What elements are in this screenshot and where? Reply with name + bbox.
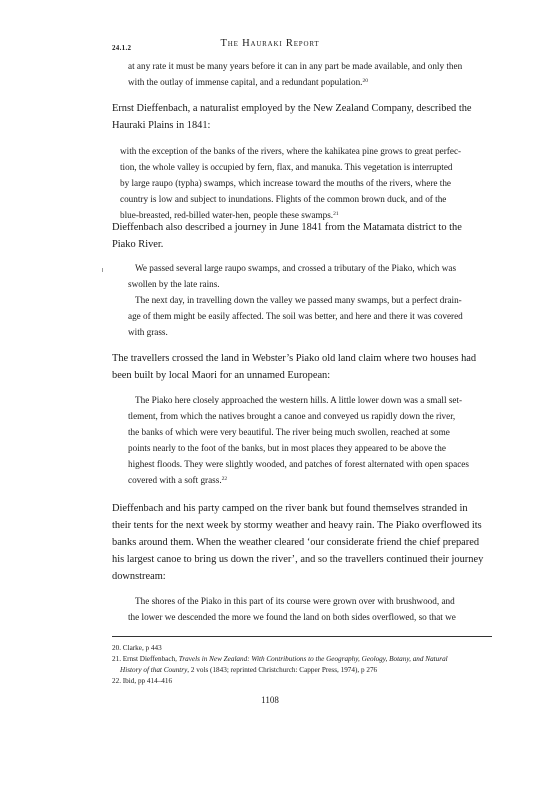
paragraph-line: Dieffenbach also described a journey in June 1841 from the Matamata district to the — [112, 222, 462, 233]
footnote-22: 22. Ibid, pp 414–416 — [112, 677, 173, 685]
paragraph-line: Ernst Dieffenbach, a naturalist employed by the New Zealand Company, described the — [112, 103, 472, 114]
paragraph-line: Piako River. — [112, 239, 164, 250]
paragraph-line: Dieffenbach and his party camped on the river bank but found themselves stranded in — [112, 503, 468, 514]
paragraph-line: been built by local Maori for an unnamed European: — [112, 370, 331, 381]
paragraph-line: Hauraki Plains in 1841: — [112, 120, 211, 131]
quote-line: tlement, from which the natives brought a canoe and conveyed us rapidly down the river, — [128, 411, 456, 421]
paragraph-dieffenbach-intro — [112, 100, 492, 134]
footnote-rule — [112, 636, 492, 637]
quote-line: the lower we descended the more we found the land on both sides overflowed, so that we — [128, 612, 456, 622]
page-number: 1108 — [261, 695, 279, 705]
quote-line: blue-breasted, red-billed water-hen, people these swamps.$^{21}$ — [120, 210, 339, 220]
quote-line: the banks of which were very beautiful. The river being much swollen, reached at some — [128, 427, 450, 437]
quote-line: covered with a soft grass.$^{22}$ — [128, 475, 228, 485]
paragraph-line: The travellers crossed the land in Webster’s Piako old land claim where two houses had — [112, 353, 477, 364]
block-quote-piako — [128, 392, 488, 488]
paragraph-line: his largest canoe to bring us down the river’, and so the travellers continued their journey — [112, 554, 484, 565]
quote-line: at any rate it must be many years before it can in any part be made available, and only then — [128, 61, 463, 71]
paragraph-line: downstream: — [112, 571, 166, 582]
quote-line: with the outlay of immense capital, and a redundant population.$^{20}$ — [128, 77, 368, 87]
quote-line: The Piako here closely approached the western hills. A little lower down was a small set- — [135, 395, 463, 405]
quote-line: points nearly to the foot of the banks, but in most places they appeared to be above the — [128, 443, 446, 453]
footnotes — [112, 643, 494, 687]
quote-line: swollen by the late rains. — [128, 279, 220, 289]
footnote-21-cont: History of that Country, 2 vols (1843; reprinted Christchurch: Capper Press, 1974), p 276 — [120, 666, 378, 674]
paragraph-line: their tents for the next week by stormy weather and heavy rain. The Piako overflowed its — [112, 520, 482, 531]
paragraph-webster-claim — [112, 350, 492, 384]
quote-line: country is low and subject to inundations. Flights of the common brown duck, and of the — [120, 194, 447, 204]
footnote-20: 20. Clarke, p 443 — [112, 644, 162, 652]
quote-line: highest floods. They were slightly wooded, and patches of forest alternated with open spaces — [128, 459, 469, 469]
quote-line: We passed several large raupo swamps, and crossed a tributary of the Piako, which was — [135, 263, 457, 273]
quote-line: The shores of the Piako in this part of its course were grown over with brushwood, and — [135, 596, 455, 606]
section-number: 24.1.2 — [112, 44, 132, 52]
paragraph-journey — [112, 219, 492, 253]
paragraph-line: banks around them. When the weather cleared ‘our considerate friend the chief prepared — [112, 537, 480, 548]
quote-line: by large raupo (typha) swamps, which increase toward the mouths of the rivers, where the — [120, 178, 451, 188]
running-head: The Hauraki Report — [220, 38, 320, 49]
margin-mark — [102, 268, 103, 272]
footnote-ref: 22 — [221, 476, 228, 482]
quote-line: age of them might be easily affected. The soil was better, and here and there it was covered — [128, 311, 463, 321]
block-quote-clarke — [128, 58, 488, 90]
block-quote-hauraki-plains — [120, 143, 492, 223]
block-quote-raupo-swamps — [128, 260, 488, 340]
footnote-21: 21. Ernst Dieffenbach, Travels in New Zealand: With Contributions to the Geography, Geology, Botany, and Natural — [112, 655, 448, 663]
quote-line: tion, the whole valley is occupied by fern, flax, and manuka. This vegetation is interrupted — [120, 162, 453, 172]
block-quote-shores — [128, 593, 488, 625]
quote-line: with grass. — [128, 327, 168, 337]
footnote-ref: 20 — [362, 78, 368, 84]
footnote-ref: 21 — [333, 211, 339, 217]
paragraph-camped — [112, 500, 492, 585]
quote-line: with the exception of the banks of the rivers, where the kahikatea pine grows to great perfec- — [120, 146, 462, 156]
quote-line: The next day, in travelling down the valley we passed many swamps, but a perfect drain- — [135, 295, 462, 305]
